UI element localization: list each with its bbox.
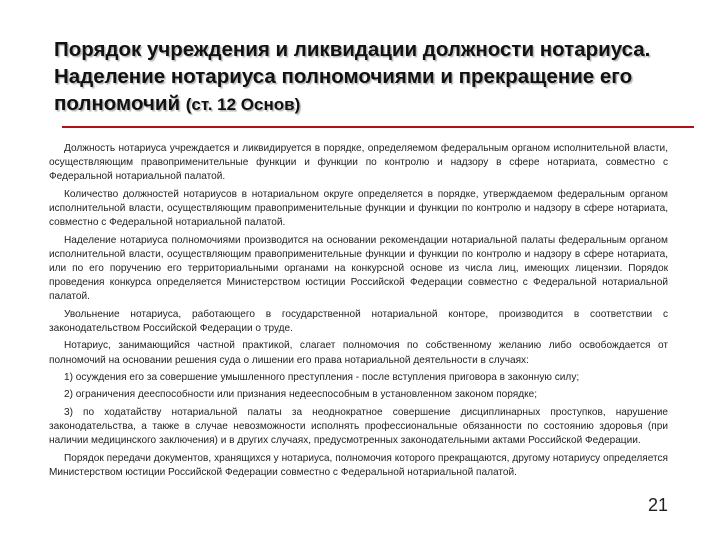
list-item-1: 1) осуждения его за совершение умышленного преступления - после вступления приговора в законную силу;	[64, 371, 580, 383]
page-number: 21	[647, 495, 668, 515]
paragraph-document-transfer: Порядок передачи документов, хранящихся у нотариуса, полномочия которого прекращаются, другому нотариусу определяется Министерством юстиции Российской Федерации совместно с Федеральной нотариальной палатой.	[49, 452, 668, 478]
paragraph-vesting-powers: Наделение нотариуса полномочиями производится на основании рекомендации нотариальной палаты федеральным органом исполнительной власти, осуществляющим правоприменительные функции и функции по контролю и надзору в сфере нотариата, или по его поручению его территориальными органами на конкурсной основе из числа лиц, имеющих лицензии. Порядок проведения конкурса определяется Министерством юстиции Российской Федерации совместно с Федеральной нотариальной палатой.	[49, 234, 668, 303]
paragraph-dismissal: Увольнение нотариуса, работающего в государственной нотариальной конторе, производится в соответствии с законодательством Российской Федерации о труде.	[49, 308, 668, 334]
title-divider	[62, 126, 694, 128]
paragraph-establishment: Должность нотариуса учреждается и ликвидируется в порядке, определяемом федеральным органом исполнительной власти, осуществляющим правоприменительные функции и функции по контролю и надзору в сфере нотариата, совместно с Федеральной нотариальной палатой.	[49, 143, 668, 183]
slide-title-reference: (ст. 12 Основ)	[185, 95, 301, 114]
list-item-3: 3) по ходатайству нотариальной палаты за неоднократное совершение дисциплинарных проступков, нарушение законодательства, а также в случае невозможности исполнять профессиональные обязанности по состоянию здоровья (при наличии медицинского заключения) и в других случаях, предусмотренных законодательными актами Российской Федерации.	[49, 406, 668, 447]
slide-body	[49, 142, 668, 483]
list-item-2: 2) ограничения дееспособности или признания недееспособным в установленном законом порядке;	[64, 389, 538, 401]
paragraph-termination-grounds: Нотариус, занимающийся частной практикой, слагает полномочия по собственному желанию либо освобождается от полномочий на основании решения суда о лишении его права нотариальной деятельности в случаях:	[49, 340, 668, 366]
slide-title	[54, 36, 654, 118]
paragraph-number-of-positions: Количество должностей нотариусов в нотариальном округе определяется в порядке, утверждаемом федеральным органом исполнительной власти, осуществляющим правоприменительные функции и функции по контролю и надзору в сфере нотариата, совместно с Федеральной нотариальной палатой.	[49, 188, 668, 229]
slide-title-main: Порядок учреждения и ликвидации должности нотариуса. Наделение нотариуса полномочиями и прекращение его полномочий	[54, 38, 651, 115]
